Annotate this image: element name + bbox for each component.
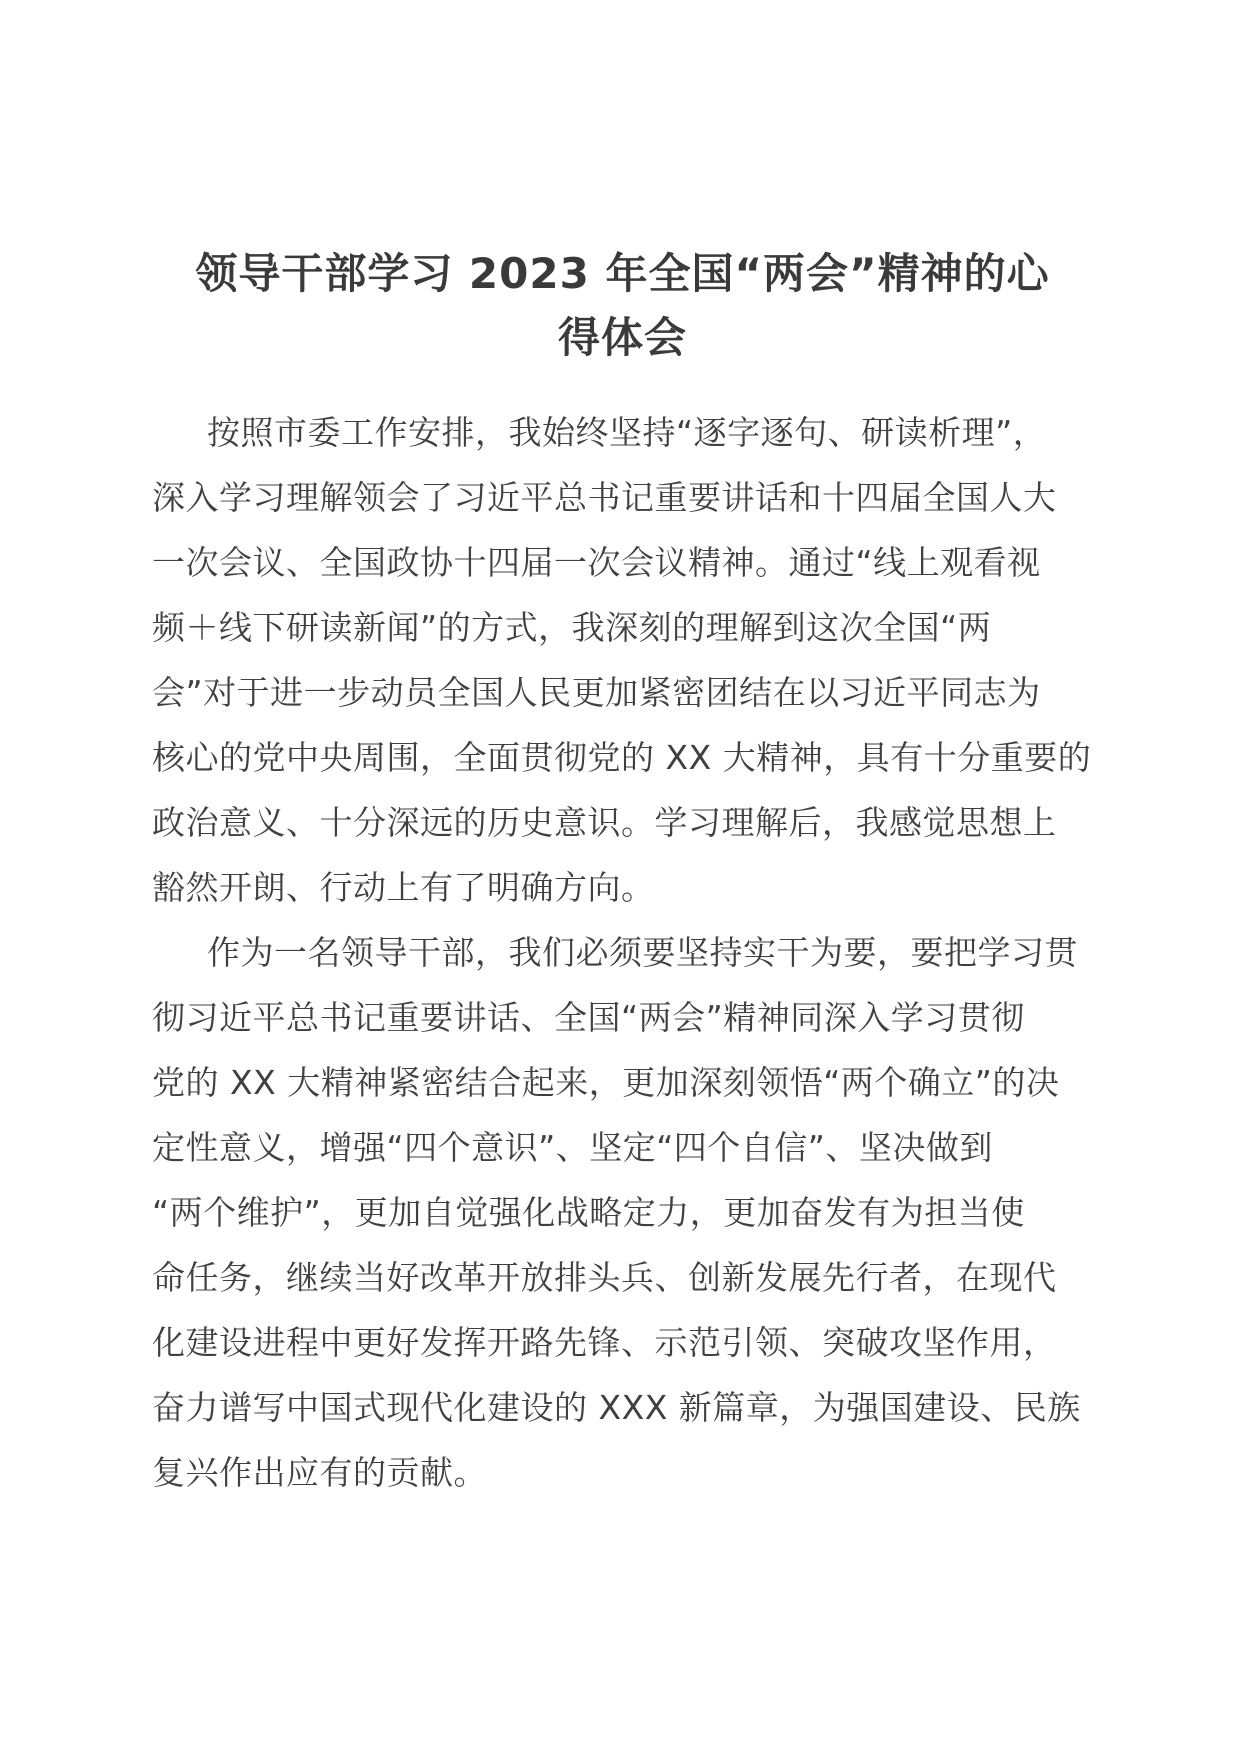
- paragraph-line: 定性意义，增强“四个意识”、坚定“四个自信”、坚决做到: [152, 1128, 993, 1167]
- document-title: [150, 242, 1095, 370]
- paragraph-line: 作为一名领导干部，我们必须要坚持实干为要，要把学习贯: [207, 933, 1078, 972]
- paragraph-line: 党的 XX 大精神紧密结合起来，更加深刻领悟“两个确立”的决: [152, 1063, 1060, 1102]
- paragraph-line: 深入学习理解领会了习近平总书记重要讲话和十四届全国人大: [152, 478, 1057, 517]
- paragraph-line: 政治意义、十分深远的历史意识。学习理解后，我感觉思想上: [152, 803, 1057, 842]
- paragraph-line: 彻习近平总书记重要讲话、全国“两会”精神同深入学习贯彻: [152, 998, 1025, 1037]
- paragraph-line: 豁然开朗、行动上有了明确方向。: [152, 868, 655, 907]
- title-line-1: 领导干部学习 2023 年全国“两会”精神的心: [195, 249, 1050, 298]
- paragraph-line: 复兴作出应有的贡献。: [152, 1453, 487, 1492]
- paragraph-line: 频＋线下研读新闻”的方式，我深刻的理解到这次全国“两: [152, 608, 992, 647]
- document-body: [152, 400, 1097, 1505]
- paragraph-1: [152, 400, 1097, 920]
- paragraph-line: 奋力谱写中国式现代化建设的 XXX 新篇章，为强国建设、民族: [152, 1388, 1081, 1427]
- paragraph-line: 一次会议、全国政协十四届一次会议精神。通过“线上观看视: [152, 543, 1041, 582]
- paragraph-line: 会”对于进一步动员全国人民更加紧密团结在以习近平同志为: [152, 673, 1041, 712]
- title-line-2: 得体会: [557, 313, 687, 362]
- paragraph-line: 按照市委工作安排，我始终坚持“逐字逐句、研读析理”，: [207, 413, 1047, 452]
- paragraph-2: [152, 920, 1097, 1505]
- paragraph-line: 核心的党中央周围，全面贯彻党的 XX 大精神，具有十分重要的: [152, 738, 1092, 777]
- paragraph-line: 化建设进程中更好发挥开路先锋、示范引领、突破攻坚作用，: [152, 1323, 1057, 1362]
- paragraph-line: “两个维护”，更加自觉强化战略定力，更加奋发有为担当使: [152, 1193, 1025, 1232]
- paragraph-line: 命任务，继续当好改革开放排头兵、创新发展先行者，在现代: [152, 1258, 1057, 1297]
